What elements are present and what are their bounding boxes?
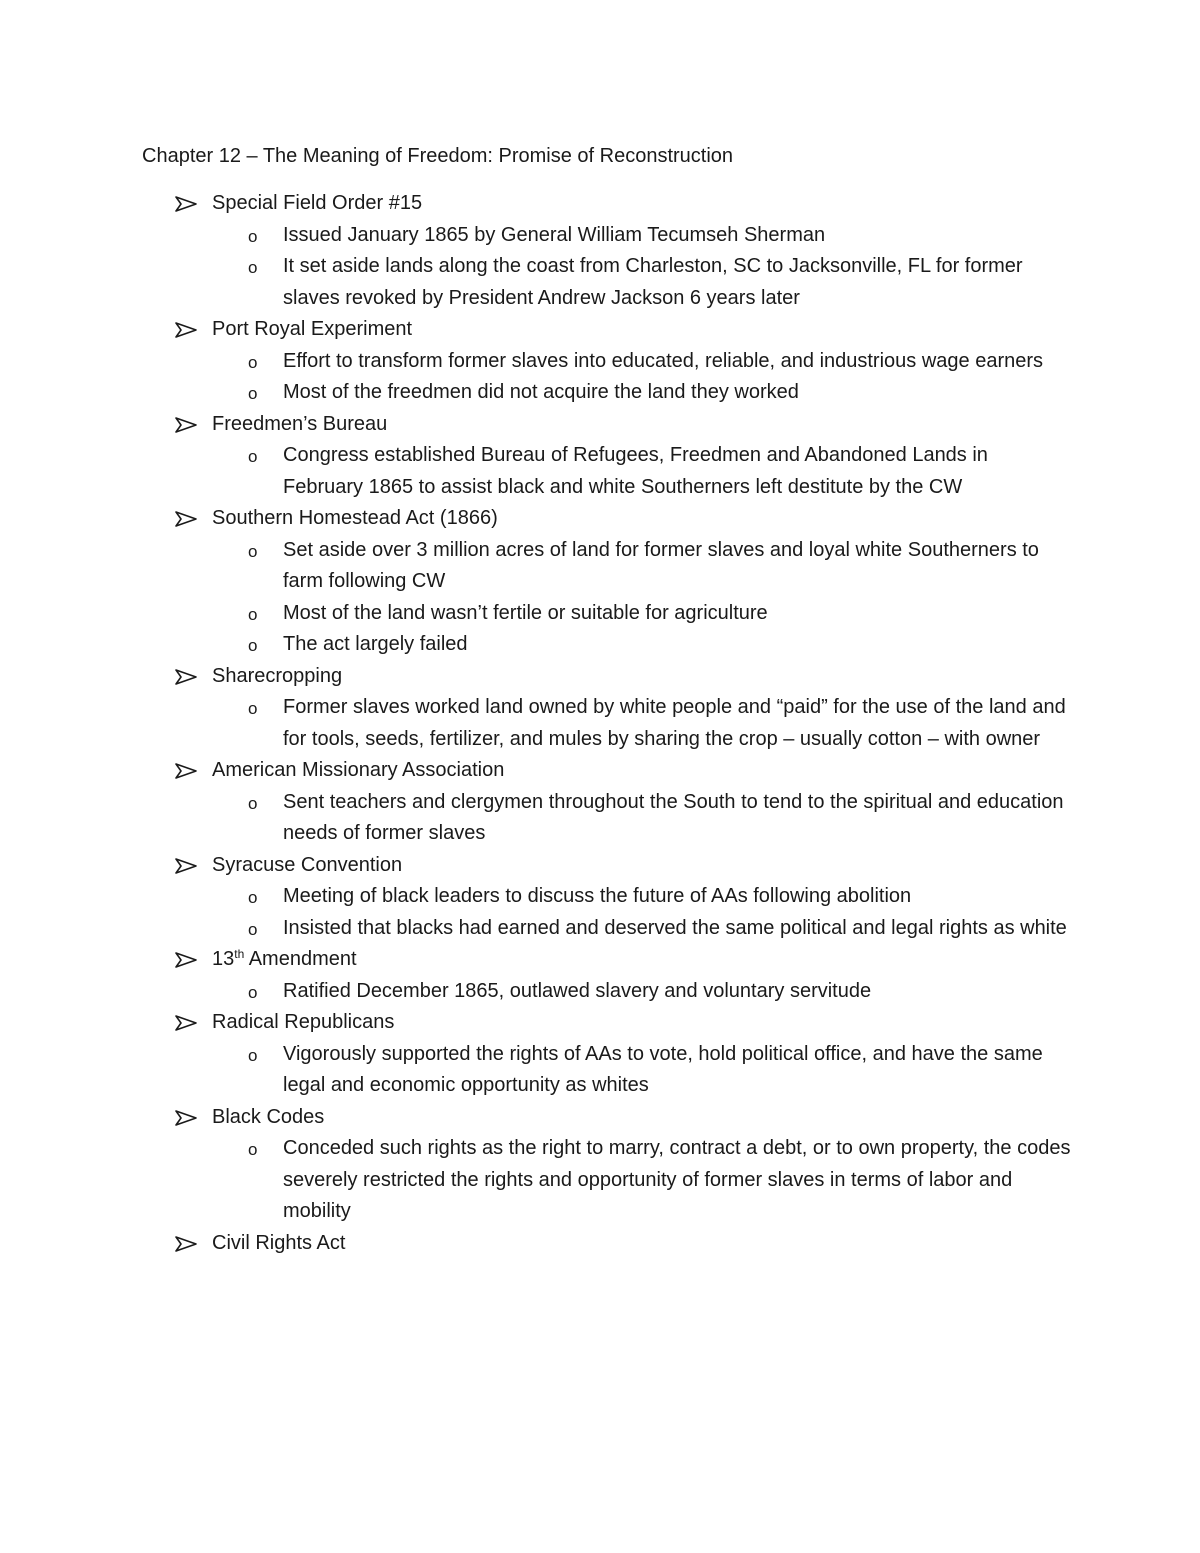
topic-heading-line: [0, 1228, 1200, 1260]
topic-heading-line: [0, 409, 1200, 441]
point-list: [0, 440, 1200, 503]
arrowhead-bullet-icon: [174, 511, 198, 527]
arrowhead-bullet-icon: [174, 669, 198, 685]
point-text: Ratified December 1865, outlawed slavery and voluntary servitude: [283, 979, 872, 1002]
point-text: Former slaves worked land owned by white people and “paid” for the use of the land and for tools, seeds, fertilizer, and mules by sharing the crop – usually cotton – with owner: [283, 696, 1066, 750]
point-text: Issued January 1865 by General William Tecumseh Sherman: [283, 223, 826, 246]
topic-item: [0, 755, 1200, 850]
topic-list: [0, 188, 1200, 1259]
topic-heading: Freedmen’s Bureau: [212, 412, 388, 435]
point-item: [0, 881, 1073, 913]
point-item: [0, 629, 1073, 661]
arrowhead-bullet-icon: [174, 1015, 198, 1031]
topic-heading: American Missionary Association: [212, 759, 505, 781]
point-item: [0, 787, 1073, 850]
circle-bullet-icon: o: [248, 793, 258, 813]
point-text: The act largely failed: [283, 633, 468, 655]
arrowhead-bullet-icon: [174, 1110, 198, 1126]
point-list: [0, 787, 1200, 850]
point-item: [0, 598, 1073, 630]
circle-bullet-icon: o: [248, 447, 258, 466]
point-list: [0, 346, 1200, 409]
point-text: Vigorously supported the rights of AAs to vote, hold political office, and have the same legal and economic opportunity as whites: [283, 1042, 1043, 1096]
topic-heading-line: [0, 188, 1200, 220]
topic-item: [0, 314, 1200, 409]
circle-bullet-icon: o: [248, 352, 258, 372]
point-list: [0, 535, 1200, 661]
topic-item: [0, 944, 1200, 1007]
topic-item: [0, 503, 1200, 661]
arrowhead-bullet-icon: [174, 952, 198, 968]
arrowhead-bullet-icon: [174, 858, 198, 874]
point-item: [0, 976, 1073, 1008]
topic-heading-line: [0, 661, 1200, 693]
topic-heading: Radical Republicans: [212, 1011, 395, 1033]
point-list: [0, 1133, 1200, 1228]
document-title: Chapter 12 – The Meaning of Freedom: Promise of Reconstruction: [142, 145, 734, 167]
point-item: [0, 913, 1073, 945]
topic-heading-line: [0, 944, 1200, 976]
arrowhead-bullet-icon: [174, 196, 198, 212]
point-text: Sent teachers and clergymen throughout the South to tend to the spiritual and education needs of former slaves: [283, 790, 1064, 844]
topic-heading-line: [0, 503, 1200, 535]
topic-heading: Special Field Order #15: [212, 192, 423, 214]
point-text: Effort to transform former slaves into educated, reliable, and industrious wage earners: [283, 349, 1044, 372]
circle-bullet-icon: o: [248, 226, 258, 246]
topic-heading-line: [0, 1102, 1200, 1134]
topic-item: [0, 409, 1200, 504]
topic-item: [0, 1007, 1200, 1102]
point-list: [0, 692, 1200, 755]
point-item: [0, 251, 1073, 314]
point-text: It set aside lands along the coast from Charleston, SC to Jacksonville, FL for former slaves revoked by President Andrew Jackson 6 years later: [283, 255, 1023, 309]
circle-bullet-icon: o: [248, 699, 258, 718]
point-list: [0, 976, 1200, 1008]
arrowhead-bullet-icon: [174, 1236, 198, 1252]
point-text: Insisted that blacks had earned and deserved the same political and legal rights as white: [283, 916, 1067, 939]
point-list: [0, 881, 1200, 944]
point-item: [0, 377, 1073, 409]
topic-heading-line: [0, 850, 1200, 882]
point-text: Most of the land wasn’t fertile or suitable for agriculture: [283, 601, 768, 624]
arrowhead-bullet-icon: [174, 763, 198, 779]
point-text: Conceded such rights as the right to marry, contract a debt, or to own property, the codes severely restricted the rights and opportunity of former slaves in terms of labor and mobility: [283, 1137, 1071, 1222]
circle-bullet-icon: o: [248, 636, 258, 655]
topic-item: [0, 1228, 1200, 1260]
topic-heading: Black Codes: [212, 1105, 325, 1128]
point-item: [0, 346, 1073, 378]
point-text: Most of the freedmen did not acquire the land they worked: [283, 381, 799, 403]
point-item: [0, 692, 1073, 755]
circle-bullet-icon: o: [248, 888, 258, 907]
topic-item: [0, 661, 1200, 756]
point-text: Set aside over 3 million acres of land for former slaves and loyal white Southerners to farm following CW: [283, 538, 1039, 592]
topic-heading: Port Royal Experiment: [212, 318, 413, 340]
circle-bullet-icon: o: [248, 1140, 258, 1159]
point-text: Congress established Bureau of Refugees, Freedmen and Abandoned Lands in February 1865 to assist black and white Southerners left destitute by the CW: [283, 444, 988, 498]
arrowhead-bullet-icon: [174, 322, 198, 338]
point-item: [0, 535, 1073, 598]
topic-item: [0, 188, 1200, 314]
ordinal-superscript: th: [234, 947, 245, 961]
topic-heading: Southern Homestead Act (1866): [212, 507, 498, 529]
circle-bullet-icon: o: [248, 1045, 258, 1065]
topic-heading: 13: [212, 948, 235, 970]
point-item: [0, 220, 1073, 252]
circle-bullet-icon: o: [248, 982, 258, 1002]
point-list: [0, 1039, 1200, 1102]
circle-bullet-icon: o: [248, 258, 258, 277]
topic-heading: Syracuse Convention: [212, 853, 403, 876]
topic-heading-line: [0, 1007, 1200, 1039]
topic-heading-rest: Amendment: [244, 948, 357, 970]
topic-heading-line: [0, 755, 1200, 787]
circle-bullet-icon: o: [248, 541, 258, 561]
topic-heading: Civil Rights Act: [212, 1231, 346, 1254]
point-item: [0, 1039, 1073, 1102]
circle-bullet-icon: o: [248, 919, 258, 939]
topic-item: [0, 850, 1200, 945]
point-item: [0, 1133, 1073, 1228]
circle-bullet-icon: o: [248, 604, 258, 624]
topic-heading-line: [0, 314, 1200, 346]
topic-item: [0, 1102, 1200, 1228]
point-item: [0, 440, 1073, 503]
circle-bullet-icon: o: [248, 384, 258, 403]
topic-heading: Sharecropping: [212, 664, 343, 687]
point-text: Meeting of black leaders to discuss the future of AAs following abolition: [283, 885, 912, 907]
arrowhead-bullet-icon: [174, 417, 198, 433]
point-list: [0, 220, 1200, 315]
